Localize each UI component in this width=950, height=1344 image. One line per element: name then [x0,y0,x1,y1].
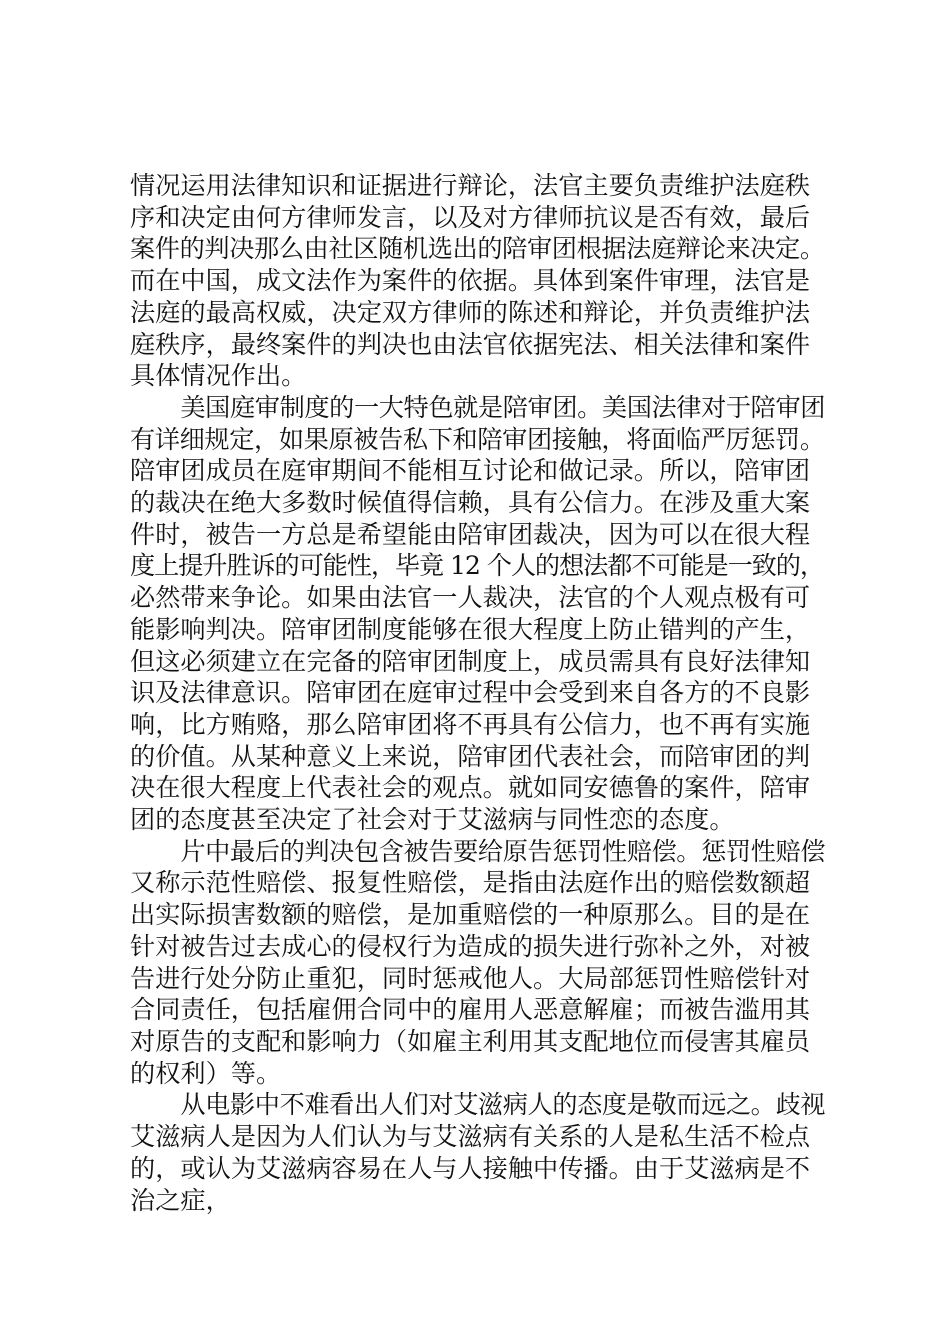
text-line: 但这必须建立在完备的陪审团制度上，成员需具有良好法律知 [130,646,811,676]
text-line: 度上提升胜诉的可能性，毕竟 12 个人的想法都不可能是一致的， [130,551,824,581]
text-line: 庭秩序，最终案件的判决也由法官依据宪法、相关法律和案件 [130,329,811,359]
text-line: 又称示范性赔偿、报复性赔偿，是指由法庭作出的赔偿数额超 [130,868,811,898]
text-line: 片中最后的判决包含被告要给原告惩罚性赔偿。惩罚性赔偿 [180,836,826,866]
text-line: 的，或认为艾滋病容易在人与人接触中传播。由于艾滋病是不 [130,1153,811,1183]
text-line: 而在中国，成文法作为案件的依据。具体到案件审理，法官是 [130,266,811,296]
text-line: 决在很大程度上代表社会的观点。就如同安德鲁的案件，陪审 [130,773,811,803]
text-line: 的权利）等。 [130,1058,282,1088]
text-line: 从电影中不难看出人们对艾滋病人的态度是敬而远之。歧视 [180,1090,826,1120]
text-line: 案件的判决那么由社区随机选出的陪审团根据法庭辩论来决定。 [130,234,825,264]
text-line: 美国庭审制度的一大特色就是陪审团。美国法律对于陪审团 [180,392,826,422]
text-line: 出实际损害数额的赔偿，是加重赔偿的一种原那么。目的是在 [130,900,811,930]
paragraph-punitive-damages [130,836,830,1090]
text-line: 情况运用法律知识和证据进行辩论，法官主要负责维护法庭秩 [130,171,811,200]
text-line: 序和决定由何方律师发言，以及对方律师抗议是否有效，最后 [130,202,811,232]
document-page [130,170,830,1216]
text-line: 治之症， [130,1185,231,1215]
text-line: 对原告的支配和影响力（如雇主利用其支配地位而侵害其雇员 [130,1026,811,1056]
text-line: 的裁决在绝大多数时候值得信赖，具有公信力。在涉及重大案 [130,488,811,518]
text-line: 艾滋病人是因为人们认为与艾滋病有关系的人是私生活不检点 [130,1122,811,1152]
text-line: 响，比方贿赂，那么陪审团将不再具有公信力，也不再有实施 [130,709,811,739]
text-line: 法庭的最高权威，决定双方律师的陈述和辩论，并负责维护法 [130,297,811,327]
text-line: 必然带来争论。如果由法官一人裁决，法官的个人观点极有可 [130,583,811,613]
text-line: 陪审团成员在庭审期间不能相互讨论和做记录。所以，陪审团 [130,456,811,486]
text-line: 团的态度甚至决定了社会对于艾滋病与同性恋的态度。 [130,805,735,835]
text-line: 件时，被告一方总是希望能由陪审团裁决，因为可以在很大程 [130,519,811,549]
text-line: 的价值。从某种意义上来说，陪审团代表社会，而陪审团的判 [130,741,811,771]
text-line: 合同责任，包括雇佣合同中的雇用人恶意解雇；而被告滥用其 [130,995,811,1025]
paragraph-courtroom-comparison [130,170,830,392]
text-line: 针对被告过去成心的侵权行为造成的损失进行弥补之外，对被 [130,931,811,961]
text-line: 告进行处分防止重犯，同时惩戒他人。大局部惩罚性赔偿针对 [130,963,811,993]
text-line: 有详细规定，如果原被告私下和陪审团接触，将面临严厉惩罚。 [130,424,825,454]
text-line: 能影响判决。陪审团制度能够在很大程度上防止错判的产生， [130,614,811,644]
text-line: 具体情况作出。 [130,361,307,391]
paragraph-jury-system [130,392,830,836]
paragraph-aids-attitude [130,1089,830,1216]
text-line: 识及法律意识。陪审团在庭审过程中会受到来自各方的不良影 [130,678,811,708]
